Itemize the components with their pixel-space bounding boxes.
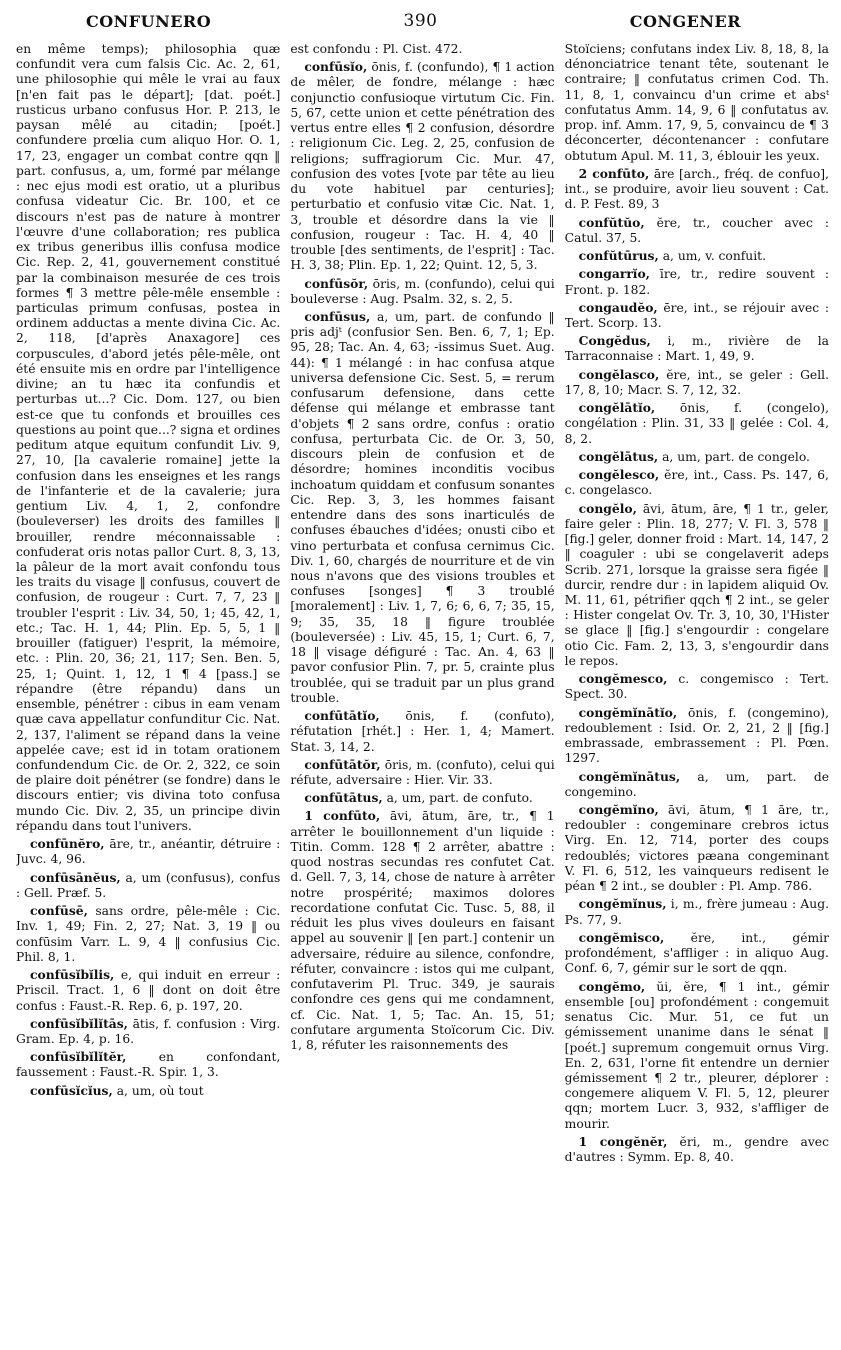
dictionary-entry bbox=[565, 1134, 829, 1165]
entry-headword: confūtātĭo, bbox=[304, 708, 380, 724]
dictionary-entry bbox=[565, 248, 829, 264]
column-middle bbox=[290, 42, 554, 1337]
entry-definition: ōris, m. (confundo), celui qui bouleverse : Aug. Psalm. 32, s. 2, 5. bbox=[290, 276, 555, 306]
entry-headword: 1 confūto, bbox=[304, 808, 381, 824]
dictionary-entry bbox=[16, 870, 280, 901]
entry-definition: i, m., rivière de la Tarraconnaise : Mart. 1, 49, 9. bbox=[564, 334, 829, 364]
entry-headword: 2 confūto, bbox=[578, 165, 650, 181]
dictionary-entry bbox=[565, 42, 829, 164]
entry-definition: ōnis, f. (congelo), congélation : Plin. 31, 33 ‖ gelée : Col. 4, 8, 2. bbox=[564, 401, 829, 446]
header-first-word: CONFUNERO bbox=[86, 12, 212, 31]
entry-definition: āvi, ātum, āre, tr., ¶ 1 arrêter le bouillonnement d'un liquide : Titin. Comm. 128 ¶ 2 arrêter, abattre : quod nostras secundas res confutet Cat. d. Gell. 7, 3, 14, chose de nature à arrêter notre prospérité; maximos dolores recordatione confutat Cic. Tusc. 5, 88, il réduit les plus vives douleurs en faisant appel au souvenir ‖ [en part.] contenir un adversaire, réduire au silence, confondre, réfuter, convaincre : istos qui me culpant, confutaverim Pl. Truc. 349, je saurais confondre ces gens qui me condamnent, cf. Cic. Nat. 1, 5; Tac. An. 15, 51; confutare argumenta Stoïcorum Cic. Div. 1, 8, réfuter les raisonnements des bbox=[290, 809, 555, 1052]
entry-definition: a, um, v. confuit. bbox=[662, 249, 767, 264]
entry-headword: confūsŏr, bbox=[304, 275, 369, 291]
entry-definition: ōris, m. (confuto), celui qui réfute, adversaire : Hier. Vir. 33. bbox=[290, 757, 555, 788]
entry-definition: āvi, ātum, āre, ¶ 1 tr., geler, faire geler : Plin. 18, 277; V. Fl. 3, 578 ‖ [fig.] geler, donner froid : Mart. 14, 147, 2 ‖ coaguler : ubi se congelaverit adeps Scrib. 271, lorsque la graisse sera figée ‖ durcir, rendre dur : in lapidem aliquid Ov. M. 11, 61, pétrifier qqch ¶ 2 int., se geler : Hister congelat Ov. Tr. 3, 10, 30, l'Hister se glace ‖ [fig.] s'engourdir : congelare otio Cic. Fam. 2, 13, 3, s'engourdir dans le repos. bbox=[564, 501, 829, 668]
entry-definition: ōnis, f. (congemino), redoublement : Isid. Or. 2, 21, 2 ‖ [fig.] embrassade, embrassement : Pl. Pœn. 1297. bbox=[564, 705, 829, 766]
entry-definition: c. congemisco : Tert. Spect. 30. bbox=[564, 672, 829, 702]
entry-headword: congarrĭo, bbox=[578, 266, 650, 282]
dictionary-entry bbox=[290, 757, 554, 788]
dictionary-entry bbox=[565, 449, 829, 465]
dictionary-entry bbox=[565, 215, 829, 246]
entry-definition: ŭi, ĕre, ¶ 1 int., gémir ensemble [ou] profondément : congemuit senatus Cic. Mur. 51, ce fut un gémissement unanime dans le sénat ‖ [poét.] supremum congemuit ornus Virg. En. 2, 631, l'orne fit entendre un dernier gémissement ¶ 2 tr., pleurer, déplorer : congemere aliquem V. Fl. 5, 12, pleurer qqn; mortem Lucr. 3, 932, s'affliger de mourir. bbox=[564, 979, 829, 1131]
dictionary-entry bbox=[290, 708, 554, 755]
entry-definition: āre [arch., fréq. de confuo], int., se produire, avoir lieu souvent : Cat. d. P. Fest. 89, 3 bbox=[564, 166, 829, 212]
entry-headword: confŭtūrus, bbox=[578, 248, 659, 264]
dictionary-entry bbox=[16, 1049, 280, 1080]
dictionary-entry bbox=[16, 903, 280, 965]
dictionary-entry bbox=[290, 276, 554, 307]
entry-headword: confūnĕro, bbox=[30, 836, 105, 852]
entry-headword: confūsānĕus, bbox=[30, 869, 121, 885]
entry-headword: congaudĕo, bbox=[578, 299, 658, 315]
entry-definition: en même temps); philosophia quæ confundit vera cum falsis Cic. Ac. 2, 61, une philosophie qui mêle le vrai au faux [n'en fait pas le départ]; [dat. poét.] rusticus urbano confusus Hor. P. 213, le paysan mêlé au citadin; [poét.] confundere prœlia cum aliquo Hor. O. 1, 17, 23, engager un combat contre qqn ‖ part. confusus, a, um, formé par mélange : nec ejus modi est oratio, ut a pluribus confusa videatur Cic. Br. 100, et ce discours n'est pas de nature à montrer l'œuvre d'une collaboration; res publica ex tribus generibus illis confusa modice Cic. Rep. 2, 41, gouvernement constitué par la combinaison mesurée de ces trois formes ¶ 3 mettre pêle-mêle ensemble : particulas primum confusas, postea in ordinem adductas a mente divina Cic. Ac. 2, 118, [d'après Anaxagore] ces corpuscules, d'abord jetés pêle-mêle, ont été ensuite mis en ordre par l'intelligence divine; an tu hæc ita confundis et perturbas ut...? Cic. Dom. 127, ou bien est-ce que tu confonds et brouilles ces questions au point que...? signa et ordines peditum atque equitum confundit Liv. 9, 27, 10, [la cavalerie romaine] jette la confusion dans les enseignes et les rangs de l'infanterie et de la cavalerie; jura gentium Liv. 4, 1, 2, confondre (bouleverser) les droits des familles ‖ brouiller, rendre méconnaissable : confuderat oris notas pallor Curt. 8, 3, 13, la pâleur de la mort avait confondu tous les traits du visage ‖ confusus, couvert de confusion, de rougeur : Curt. 7, 7, 23 ‖ troubler l'esprit : Liv. 34, 50, 1; 45, 42, 1, etc.; Tac. H. 1, 44; Plin. Ep. 5, 5, 1 ‖ brouiller (fatiguer) l'esprit, la mémoire, etc. : Plin. 20, 36; 21, 117; Sen. Ben. 5, 25, 1; Quint. 1, 12, 1 ¶ 4 [pass.] se répandre (être répandu) dans un ensemble, pénétrer : cibus in eam venam quæ cava appellatur confunditur Cic. Nat. 2, 137, l'aliment se répand dans la veine appelée cave; est id in totam orationem confundendum Cic. de Or. 2, 322, ce soin de plaire doit pénétrer (se fondre) dans le discours entier; vis divina toto confusa mundo Cic. Div. 2, 35, un principe divin répandu dans tout l'univers. bbox=[16, 42, 281, 833]
entry-definition: ĕre, int., gémir profondément, s'affliger : in aliquo Aug. Conf. 6, 7, gémir sur le sort de qqn. bbox=[564, 930, 829, 976]
entry-definition: ōnis, f. (confundo), ¶ 1 action de mêler, de fondre, mélange : hæc conjunctio confusioque virtutum Cic. Fin. 5, 67, cette union et cette pénétration des vertus entre elles ¶ 2 confusion, désordre : religionum Cic. Leg. 2, 25, confusion de religions; suffragiorum Cic. Mur. 47, confusion des votes [vote par tête au lieu du vote habituel par centuries]; perturbatio et confusio vitæ Cic. Nat. 1, 3, trouble et désordre dans la vie ‖ confusion, rougeur : Tac. H. 4, 40 ‖ trouble [des sentiments, de l'esprit] : Tac. H. 3, 38; Plin. Ep. 1, 22; Quint. 12, 5, 3. bbox=[290, 60, 555, 273]
entry-definition: ĕre, int., Cass. Ps. 147, 6, c. congelasco. bbox=[564, 468, 829, 498]
entry-headword: confūsĭo, bbox=[304, 59, 368, 75]
dictionary-entry bbox=[290, 309, 554, 706]
entry-headword: confūsĭbĭlĭtĕr, bbox=[30, 1049, 127, 1065]
dictionary-entry bbox=[565, 705, 829, 767]
entry-definition: sans ordre, pêle-mêle : Cic. Inv. 1, 49; Fin. 2, 27; Nat. 3, 19 ‖ ou confūsim Varr. L. 9, 4 ‖ confusius Cic. Phil. 8, 1. bbox=[16, 904, 281, 964]
entry-headword: 1 congĕnĕr, bbox=[578, 1133, 668, 1149]
entry-definition: i, m., frère jumeau : Aug. Ps. 77, 9. bbox=[564, 897, 829, 927]
dictionary-entry bbox=[565, 896, 829, 927]
entry-headword: confŭtŭo, bbox=[578, 214, 645, 230]
entry-headword: congĕmo, bbox=[578, 978, 646, 994]
entry-definition: āvi, ātum, ¶ 1 āre, tr., redoubler : congeminare crebros ictus Virg. En. 12, 714, porter des coups redoublés; victores pæana congeminant V. Fl. 6, 512, les vainqueurs redisent le péan ¶ 2 int., se doubler : Pl. Amp. 786. bbox=[564, 803, 829, 894]
dictionary-columns bbox=[16, 42, 829, 1337]
entry-headword: congĕmĭnātĭo, bbox=[578, 704, 678, 720]
dictionary-entry bbox=[16, 1083, 280, 1099]
dictionary-entry bbox=[565, 300, 829, 331]
entry-headword: congĕmĭnātus, bbox=[578, 768, 681, 784]
entry-definition: ĕre, tr., coucher avec : Catul. 37, 5. bbox=[564, 215, 829, 245]
entry-definition: a, um, part. de congemino. bbox=[564, 769, 829, 799]
entry-headword: congĕmĭno, bbox=[578, 802, 659, 818]
entry-definition: āre, tr., anéantir, détruire : Juvc. 4, 96. bbox=[16, 837, 281, 867]
entry-headword: congĕlātĭo, bbox=[578, 400, 656, 416]
entry-definition: ēre, int., se réjouir avec : Tert. Scorp. 13. bbox=[564, 300, 829, 330]
entry-definition: a, um, part. de confuto. bbox=[386, 791, 533, 806]
entry-definition: ōnis, f. (confuto), réfutation [rhét.] : Her. 1, 4; Mamert. Stat. 3, 14, 2. bbox=[290, 709, 555, 754]
entry-definition: a, um, où tout bbox=[116, 1083, 204, 1098]
entry-definition: ātis, f. confusion : Virg. Gram. Ep. 4, p. 16. bbox=[16, 1016, 281, 1046]
entry-headword: congĕlesco, bbox=[578, 467, 660, 483]
entry-headword: confūsus, bbox=[304, 308, 371, 324]
dictionary-entry bbox=[565, 266, 829, 297]
entry-headword: Congĕdus, bbox=[578, 333, 651, 349]
entry-headword: confūtātus, bbox=[304, 790, 383, 806]
running-header bbox=[0, 8, 841, 36]
column-right bbox=[565, 42, 829, 1337]
entry-headword: congĕmisco, bbox=[578, 929, 665, 945]
dictionary-entry bbox=[565, 166, 829, 213]
entry-definition: a, um, part. de confundo ‖ pris adjᵗ (confusior Sen. Ben. 6, 7, 1; Ep. 95, 28; Tac. An. 4, 63; -issimus Suet. Aug. 44): ¶ 1 mélangé : in hac confusa atque universa defensione Cic. Sest. 5, = rerum confusarum defensione, dans cette défense qui mélange et embrasse tant d'objets ¶ 2 sans ordre, confus : oratio confusa, perturbata Cic. de Or. 3, 50, discours plein de confusion et de désordre; homines inconditis vocibus inchoatum quiddam et confusum sonantes Cic. Rep. 3, 3, les hommes faisant entendre dans des sons inarticulés de confuses ébauches d'idées; onusti cibo et vino perturbata et confusa cernimus Cic. Div. 1, 60, chargés de nourriture et de vin nous n'avons que des visions troubles et confuses [songes] ¶ 3 troublé [moralement] : Liv. 1, 7, 6; 6, 6, 7; 35, 15, 9; 35, 35, 18 ‖ figure troublée (bouleversée) : Liv. 45, 15, 1; Curt. 6, 7, 18 ‖ visage défiguré : Tac. An. 4, 63 ‖ pavor confusior Plin. 7, pr. 5, crainte plus troublée, qui se traduit par un plus grand trouble. bbox=[290, 309, 555, 705]
dictionary-entry bbox=[16, 967, 280, 1014]
dictionary-entry bbox=[565, 501, 829, 670]
entry-definition: est confondu : Pl. Cist. 472. bbox=[290, 42, 463, 56]
dictionary-entry bbox=[565, 333, 829, 364]
dictionary-entry bbox=[565, 930, 829, 977]
dictionary-entry bbox=[290, 808, 554, 1053]
dictionary-entry bbox=[290, 42, 554, 57]
dictionary-entry bbox=[16, 42, 280, 834]
dictionary-entry bbox=[565, 979, 829, 1132]
header-last-word: CONGENER bbox=[629, 12, 741, 31]
dictionary-entry bbox=[565, 367, 829, 398]
dictionary-entry bbox=[16, 1016, 280, 1047]
page-number: 390 bbox=[403, 11, 438, 31]
entry-definition: ĕri, m., gendre avec d'autres : Symm. Ep. 8, 40. bbox=[564, 1134, 829, 1165]
entry-definition: e, qui induit en erreur : Priscil. Tract. 1, 6 ‖ dont on doit être confus : Faust.-R. Rep. 6, p. 197, 20. bbox=[16, 968, 281, 1013]
entry-headword: congĕmĭnus, bbox=[578, 896, 667, 912]
entry-definition: en confondant, faussement : Faust.-R. Spir. 1, 3. bbox=[16, 1050, 281, 1080]
entry-definition: a, um (confusus), confus : Gell. Præf. 5. bbox=[16, 870, 281, 900]
entry-headword: confūtātŏr, bbox=[304, 756, 381, 772]
entry-headword: confūsĭbĭlis, bbox=[30, 967, 115, 983]
entry-headword: confūsē, bbox=[30, 903, 88, 919]
dictionary-entry bbox=[565, 671, 829, 702]
entry-headword: congĕmesco, bbox=[578, 671, 668, 687]
dictionary-entry bbox=[290, 790, 554, 806]
entry-definition: īre, tr., redire souvent : Front. p. 182. bbox=[564, 267, 829, 297]
dictionary-entry bbox=[565, 400, 829, 447]
entry-headword: confūsĭbĭlĭtās, bbox=[30, 1015, 128, 1031]
entry-definition: Stoïciens; confutans index Liv. 8, 18, 8, la dénonciatrice tenant tête, soutenant le contraire; ‖ confutatus crimen Cod. Th. 11, 8, 1, convaincu d'un crime et absᵗ confutatus Amm. 14, 9, 6 ‖ confutatus av. prop. inf. Amm. 17, 9, 5, convaincu de ¶ 3 déconcerter, décontenancer : confutare obtutum Apul. M. 11, 3, éblouir les yeux. bbox=[564, 42, 829, 163]
entry-headword: congĕlasco, bbox=[578, 366, 660, 382]
entry-headword: congĕlo, bbox=[578, 500, 637, 516]
dictionary-entry bbox=[565, 467, 829, 498]
entry-headword: confūsĭcĭus, bbox=[30, 1082, 113, 1098]
dictionary-entry bbox=[290, 59, 554, 273]
entry-definition: ĕre, int., se geler : Gell. 17, 8, 10; Macr. S. 7, 12, 32. bbox=[564, 367, 829, 397]
dictionary-entry bbox=[565, 769, 829, 800]
entry-definition: a, um, part. de congelo. bbox=[662, 449, 810, 464]
dictionary-entry bbox=[565, 802, 829, 894]
dictionary-entry bbox=[16, 836, 280, 867]
entry-headword: congĕlātus, bbox=[578, 448, 659, 464]
column-left bbox=[16, 42, 280, 1337]
